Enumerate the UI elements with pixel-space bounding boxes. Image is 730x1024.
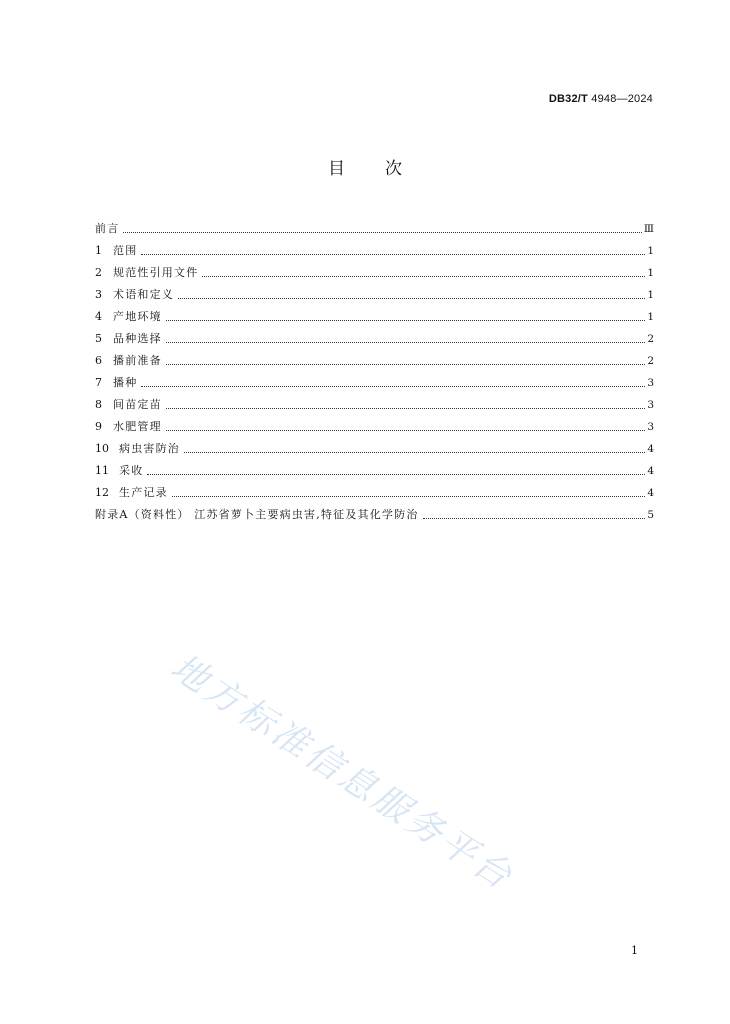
toc-leader-dots [166, 430, 646, 431]
toc-entry-number: 12 [95, 486, 109, 499]
toc-entry-number: 2 [95, 266, 102, 279]
toc-entry-9[interactable] [95, 412, 654, 434]
toc-entry-page: 3 [647, 377, 654, 389]
toc-entry-number: 1 [95, 244, 102, 257]
toc-leader-dots [166, 342, 646, 343]
toc-entry-label: 播种 [113, 376, 138, 389]
toc-leader-dots [123, 232, 641, 233]
toc-entry-number: 11 [95, 464, 109, 477]
toc-leader-dots [202, 276, 645, 277]
toc-entry-1[interactable] [95, 236, 654, 258]
toc-entry-6[interactable] [95, 346, 654, 368]
toc-entry-page: 2 [647, 333, 654, 345]
toc-entry-label: 前言 [95, 222, 120, 235]
page-number: 1 [631, 944, 638, 957]
standard-code-prefix: DB32/T [548, 93, 588, 105]
toc-entry-page: 4 [647, 487, 654, 499]
toc-entry-12[interactable] [95, 478, 654, 500]
toc-entry-label: 产地环境 [113, 310, 162, 323]
toc-entry-4[interactable] [95, 302, 654, 324]
toc-entry-label: 水肥管理 [113, 420, 162, 433]
toc-entry-number: 3 [95, 288, 102, 301]
toc-leader-dots [184, 452, 645, 453]
toc-leader-dots [147, 474, 645, 475]
toc-entry-number: 7 [95, 376, 102, 389]
toc-entry-label: 病虫害防治 [119, 442, 180, 455]
toc-entry-page: 2 [647, 355, 654, 367]
toc-entry-8[interactable] [95, 390, 654, 412]
toc-entry-label: 播前准备 [113, 354, 162, 367]
toc-entry-page: 1 [647, 245, 654, 257]
toc-entry-label: 品种选择 [113, 332, 162, 345]
toc-entry-page: 3 [647, 399, 654, 411]
toc-entry-foreword[interactable] [95, 214, 654, 236]
toc-entry-label: 附录A（资料性） 江苏省萝卜主要病虫害,特征及其化学防治 [95, 508, 419, 521]
toc-entry-label: 范围 [113, 244, 138, 257]
standard-code-number: 4948—2024 [591, 93, 653, 105]
toc-leader-dots [166, 364, 646, 365]
toc-entry-label: 规范性引用文件 [113, 266, 199, 279]
toc-entry-page: 1 [647, 289, 654, 301]
toc-entry-page: 4 [647, 465, 654, 477]
toc-entry-label: 采收 [119, 464, 144, 477]
toc-entry-2[interactable] [95, 258, 654, 280]
toc-title [0, 154, 730, 179]
toc-leader-dots [141, 254, 645, 255]
toc-entry-number: 9 [95, 420, 102, 433]
toc-entry-5[interactable] [95, 324, 654, 346]
toc-leader-dots [423, 518, 646, 519]
toc-leader-dots [141, 386, 645, 387]
toc-title-char-1: 目 [328, 159, 345, 179]
toc-entry-label: 术语和定义 [113, 288, 174, 301]
toc-entry-appendix-a[interactable] [95, 500, 654, 522]
toc-leader-dots [178, 298, 645, 299]
toc-entry-number: 4 [95, 310, 102, 323]
standard-code [549, 93, 653, 105]
toc-entry-number: 10 [95, 442, 109, 455]
toc-entry-7[interactable] [95, 368, 654, 390]
toc-leader-dots [166, 408, 646, 409]
toc-entry-label: 间苗定苗 [113, 398, 162, 411]
toc-entry-page: 4 [647, 443, 654, 455]
toc-leader-dots [166, 320, 646, 321]
toc-entry-number: 8 [95, 398, 102, 411]
toc-entry-page: 5 [647, 509, 654, 521]
toc-entry-page: 1 [647, 311, 654, 323]
toc-entry-3[interactable] [95, 280, 654, 302]
toc-entry-page: Ⅲ [643, 223, 654, 235]
watermark: 地方标准信息服务平台 [163, 646, 522, 899]
toc-entry-11[interactable] [95, 456, 654, 478]
toc-entry-page: 1 [647, 267, 654, 279]
toc-entry-10[interactable] [95, 434, 654, 456]
toc-title-char-2: 次 [385, 159, 402, 179]
toc-entry-label: 生产记录 [119, 486, 168, 499]
toc-entry-page: 3 [647, 421, 654, 433]
table-of-contents [95, 214, 654, 522]
toc-entry-number: 5 [95, 332, 102, 345]
toc-leader-dots [172, 496, 646, 497]
toc-entry-number: 6 [95, 354, 102, 367]
